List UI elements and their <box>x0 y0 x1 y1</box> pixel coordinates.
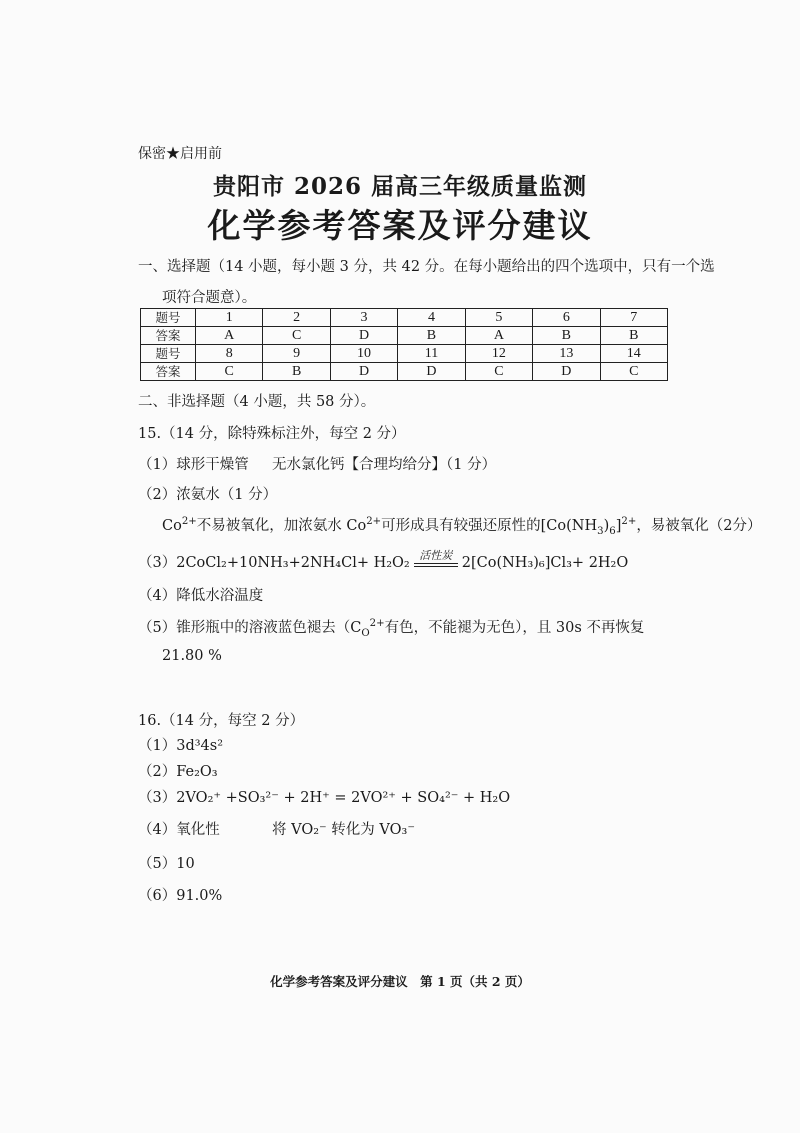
answer-text: 球形干燥管 <box>176 457 249 473</box>
row-label-question: 题号 <box>141 309 196 327</box>
question-number: 11 <box>398 345 465 363</box>
answer-cell: D <box>330 327 397 345</box>
part-number: （6） <box>138 888 177 904</box>
q15-part3 <box>138 551 628 573</box>
answer-text: Fe₂O₃ <box>176 764 218 780</box>
answer-cell: C <box>196 363 263 381</box>
q15-heading: 15.（14 分，除特殊标注外，每空 2 分） <box>138 426 406 442</box>
q16-part4 <box>138 818 220 839</box>
part-number: （1） <box>138 457 177 473</box>
q15-part5: （5）锥形瓶中的溶液蓝色褪去（$C_O^{2+}$有色，不能褪为无色），且 30s 不再恢复 <box>138 618 645 639</box>
part-number: （4） <box>138 588 177 604</box>
table-row <box>141 309 668 327</box>
answer-text: 无水氯化钙【合理均给分】（1 分） <box>272 457 497 473</box>
reaction-arrow <box>412 549 460 573</box>
question-number: 6 <box>533 309 600 327</box>
question-number: 4 <box>398 309 465 327</box>
answer-value: 10 <box>176 856 195 872</box>
answer-cell: D <box>398 363 465 381</box>
row-label-question: 题号 <box>141 345 196 363</box>
answer-text: 浓氨水（1 分） <box>176 487 278 503</box>
page-footer: 化学参考答案及评分建议 第 1 页（共 2 页） <box>270 974 530 989</box>
answer-cell: B <box>600 327 667 345</box>
q15-part1 <box>138 453 249 474</box>
section2-heading: 二、非选择题（4 小题，共 58 分）。 <box>138 394 376 410</box>
question-number: 8 <box>196 345 263 363</box>
answer-cell: C <box>600 363 667 381</box>
question-number: 13 <box>533 345 600 363</box>
q16-part1 <box>138 734 223 755</box>
answer-table <box>140 308 668 381</box>
answer-cell: B <box>533 327 600 345</box>
part-number: （2） <box>138 764 177 780</box>
equation-text: 2VO₂⁺ +SO₃²⁻ + 2H⁺ = 2VO²⁺ + SO₄²⁻ + H₂O <box>176 790 511 806</box>
question-number: 7 <box>600 309 667 327</box>
answer-cell: B <box>263 363 330 381</box>
secrecy-label: 保密★启用前 <box>138 146 222 162</box>
section1-heading-cont: 项符合题意）。 <box>162 290 257 306</box>
part-number: （4） <box>138 822 177 838</box>
part-number: （1） <box>138 738 177 754</box>
answer-text: 将 VO₂⁻ 转化为 VO₃⁻ <box>272 822 415 838</box>
question-number: 3 <box>330 309 397 327</box>
row-label-answer: 答案 <box>141 363 196 381</box>
table-row <box>141 345 668 363</box>
part-number: （3） <box>138 555 177 571</box>
q16-part3 <box>138 786 510 807</box>
q15-part2-explanation: $Co^{2+}$不易被氧化，加浓氨水 $Co^{2+}$可形成具有较强还原性的$[Co(NH_3)_6]^{2+}$，易被氧化（2分） <box>162 516 762 537</box>
q16-part6 <box>138 884 222 905</box>
part-number: （5） <box>138 620 177 636</box>
answer-value: 91.0% <box>176 888 223 904</box>
answer-cell: D <box>330 363 397 381</box>
question-number: 14 <box>600 345 667 363</box>
question-number: 10 <box>330 345 397 363</box>
q16-part2 <box>138 760 218 781</box>
question-number: 2 <box>263 309 330 327</box>
answer-text: 降低水浴温度 <box>176 588 264 604</box>
part-number: （3） <box>138 790 177 806</box>
q15-part4 <box>138 584 263 605</box>
q16-part5 <box>138 852 195 873</box>
q15-part2 <box>138 483 277 504</box>
answer-value: 21.80 % <box>162 648 222 664</box>
question-number: 12 <box>465 345 532 363</box>
equation-lhs: 2CoCl₂+10NH₃+2NH₄Cl+ H₂O₂ <box>176 555 410 571</box>
exam-title: 贵阳市 2026 届高三年级质量监测 <box>212 173 588 200</box>
answer-cell: A <box>465 327 532 345</box>
part-number: （2） <box>138 487 177 503</box>
q16-heading: 16.（14 分，每空 2 分） <box>138 713 305 729</box>
answer-cell: D <box>533 363 600 381</box>
question-number: 9 <box>263 345 330 363</box>
question-number: 5 <box>465 309 532 327</box>
question-number: 1 <box>196 309 263 327</box>
answer-text: 氧化性 <box>176 822 220 838</box>
document-title: 化学参考答案及评分建议 <box>207 206 593 245</box>
part-number: （5） <box>138 856 177 872</box>
answer-cell: C <box>263 327 330 345</box>
section1-heading: 一、选择题（14 小题，每小题 3 分，共 42 分。在每小题给出的四个选项中，只有一个选 <box>138 259 715 275</box>
table-row <box>141 327 668 345</box>
answer-cell: C <box>465 363 532 381</box>
answer-text: 3d³4s² <box>176 738 224 754</box>
answer-cell: A <box>196 327 263 345</box>
table-row <box>141 363 668 381</box>
reaction-condition: 活性炭 <box>419 549 453 562</box>
row-label-answer: 答案 <box>141 327 196 345</box>
equation-rhs: 2[Co(NH₃)₆]Cl₃+ 2H₂O <box>461 555 629 571</box>
answer-cell: B <box>398 327 465 345</box>
